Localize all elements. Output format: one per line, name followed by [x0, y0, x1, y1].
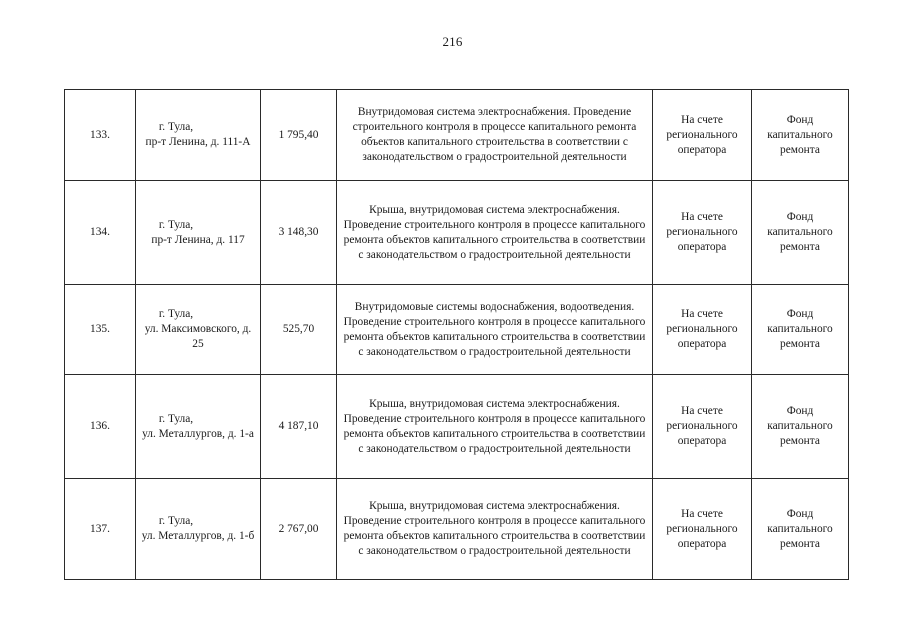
account-type: На счете регионального оператора [653, 181, 752, 285]
cost-value: 2 767,00 [261, 479, 337, 580]
page-number: 216 [442, 34, 463, 49]
address-cell [136, 479, 261, 580]
repair-registry-table [64, 89, 849, 580]
cost-value: 3 148,30 [261, 181, 337, 285]
account-type: На счете регионального оператора [653, 375, 752, 479]
work-description: Крыша, внутридомовая система электроснабжения. Проведение строительного контроля в процессе капитального ремонта объектов капитального строительства в соответствии с законодательством о градостроительной деятельности [337, 479, 653, 580]
row-number: 135. [65, 285, 136, 375]
address-city: г. Тула, [158, 218, 194, 231]
address-street: ул. Металлургов, д. 1-а [142, 427, 254, 440]
table-row [65, 90, 849, 181]
address-street: пр-т Ленина, д. 111-А [145, 136, 251, 148]
address-city: г. Тула, [158, 308, 194, 320]
table-row [65, 285, 849, 375]
work-description: Крыша, внутридомовая система электроснабжения. Проведение строительного контроля в процессе капитального ремонта объектов капитального строительства в соответствии с законодательством о градостроительной деятельности [337, 375, 653, 479]
table-row [65, 181, 849, 285]
address-city: г. Тула, [158, 121, 194, 133]
address-city: г. Тула, [158, 515, 194, 527]
row-number: 134. [65, 181, 136, 285]
table-row [65, 375, 849, 479]
address-cell [136, 285, 261, 375]
row-number: 137. [65, 479, 136, 580]
work-description: Внутридомовые системы водоснабжения, водоотведения. Проведение строительного контроля в процессе капитального ремонта объектов капитального строительства в соответствии с законодательством о градостроительной деятельности [337, 285, 653, 375]
work-description: Внутридомовая система электроснабжения. Проведение строительного контроля в процессе капитального ремонта объектов капитального строительства в соответствии с законодательством о градостроительной деятельности [337, 90, 653, 181]
account-type: На счете регионального оператора [653, 285, 752, 375]
address-city: г. Тула, [158, 412, 194, 425]
work-description: Крыша, внутридомовая система электроснабжения. Проведение строительного контроля в процессе капитального ремонта объектов капитального строительства в соответствии с законодательством о градостроительной деятельности [337, 181, 653, 285]
table-row [65, 479, 849, 580]
account-type: На счете регионального оператора [653, 479, 752, 580]
row-number: 133. [65, 90, 136, 181]
address-cell [136, 90, 261, 181]
address-cell [136, 181, 261, 285]
cost-value: 4 187,10 [261, 375, 337, 479]
address-cell [136, 375, 261, 479]
cost-value: 1 795,40 [261, 90, 337, 181]
funding-source: Фонд капитального ремонта [752, 479, 849, 580]
funding-source: Фонд капитального ремонта [752, 90, 849, 181]
funding-source: Фонд капитального ремонта [752, 375, 849, 479]
funding-source: Фонд капитального ремонта [752, 181, 849, 285]
cost-value: 525,70 [261, 285, 337, 375]
account-type: На счете регионального оператора [653, 90, 752, 181]
funding-source: Фонд капитального ремонта [752, 285, 849, 375]
address-street: ул. Максимовского, д. 25 [144, 323, 252, 350]
address-street: ул. Металлургов, д. 1-б [141, 530, 255, 542]
row-number: 136. [65, 375, 136, 479]
address-street: пр-т Ленина, д. 117 [151, 233, 245, 246]
